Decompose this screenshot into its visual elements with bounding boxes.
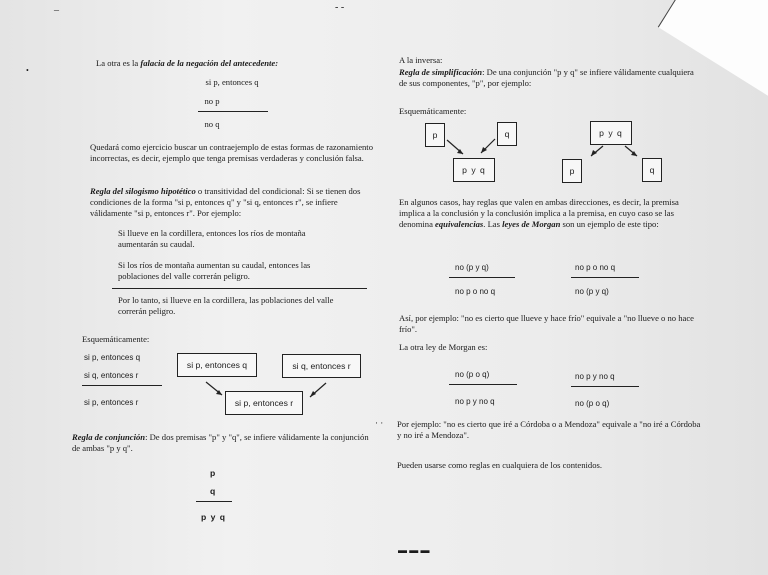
schema1-rule bbox=[198, 111, 268, 112]
schema2-premise2: si q, entonces r bbox=[84, 371, 139, 380]
morgan2-example: Por ejemplo: "no es cierto que iré a Córdoba o a Mendoza" equivale a "no iré a Córdoba y no iré a Mendoza". bbox=[397, 419, 701, 440]
schema2-premise1: si p, entonces q bbox=[84, 353, 141, 362]
morgan1-bottom-a: no p o no q bbox=[455, 287, 496, 296]
schema3-rule bbox=[196, 501, 232, 502]
morgan1-bottom-b: no (p y q) bbox=[575, 287, 609, 296]
box-p: p bbox=[425, 123, 445, 147]
example-premise2: Si los ríos de montaña aumentan su caudal, entonces las poblaciones del valle correrán peligro. bbox=[118, 260, 311, 281]
schema2-arrows bbox=[82, 55, 83, 56]
equivalencias-paragraph: En algunos casos, hay reglas que valen en ambas direcciones, es decir, la premisa implica a la conclusión y la conclusión implica a la premisa, en cuyo caso se las denomina equivalencias. Las leyes de Morgan son un ejemplo de este tipo: bbox=[399, 197, 679, 229]
otra-ley-label: La otra ley de Morgan es: bbox=[399, 342, 488, 352]
morgan2-bottom-b: no (p o q) bbox=[575, 399, 610, 408]
box-si-p-r: si p, entonces r bbox=[225, 391, 303, 415]
morgan2-top-a: no (p o q) bbox=[455, 370, 490, 379]
morgan1-top-a: no (p y q) bbox=[455, 263, 489, 272]
box-si-p-q: si p, entonces q bbox=[177, 353, 257, 377]
scan-mark: - - bbox=[335, 2, 345, 13]
box-pyq: p y q bbox=[453, 158, 495, 182]
final-paragraph: Pueden usarse como reglas en cualquiera de los contenidos. bbox=[397, 460, 602, 470]
scan-mark: · · bbox=[375, 418, 384, 428]
schema3-premise2: q bbox=[210, 486, 216, 496]
box-si-q-r: si q, entonces r bbox=[282, 354, 361, 378]
simplificacion-arrows bbox=[397, 52, 398, 53]
schema3-conclusion: p y q bbox=[201, 512, 227, 522]
conjuncion-paragraph: Regla de conjunción: De dos premisas "p" y "q", se infiere válidamente la conjunción de ambas "p y q". bbox=[72, 432, 369, 453]
esquema-label: Esquemáticamente: bbox=[82, 334, 150, 344]
scan-mark: ¯ bbox=[54, 10, 59, 21]
morgan1-example: Así, por ejemplo: "no es cierto que llueve y hace frío" equivale a "no llueve o no hace frío". bbox=[399, 313, 694, 334]
schema1-premise1: si p, entonces q bbox=[205, 77, 259, 87]
morgan2-rule-a bbox=[449, 384, 517, 385]
intro-text: La otra es la falacia de la negación del antecedente: bbox=[96, 58, 279, 68]
example-premise1: Si llueve en la cordillera, entonces los ríos de montaña aumentarán su caudal. bbox=[118, 228, 306, 249]
morgan1-top-b: no p o no q bbox=[575, 263, 616, 272]
box-pyq-2: p y q bbox=[590, 121, 632, 145]
exercise-paragraph: Quedará como ejercicio buscar un contraejemplo de estas formas de razonamiento incorrectas, es decir, ejemplo que tenga premisas verdaderas y conclusión falsa. bbox=[90, 142, 373, 163]
morgan2-rule-b bbox=[571, 386, 639, 387]
example-conclusion: Por lo tanto, si llueve en la cordillera, las poblaciones del valle correrán peligro. bbox=[118, 295, 334, 316]
page-number-fragment: ▬ ▬ ▬ bbox=[398, 545, 430, 555]
morgan2-top-b: no p y no q bbox=[575, 372, 615, 381]
morgan2-bottom-a: no p y no q bbox=[455, 397, 495, 406]
schema1-premise2: no p bbox=[204, 96, 220, 106]
inversa-label: A la inversa: bbox=[399, 55, 443, 65]
schema1-conclusion: no q bbox=[204, 119, 220, 129]
schema3-premise1: p bbox=[210, 468, 216, 478]
box-q: q bbox=[497, 122, 517, 146]
schema2-conclusion: si p, entonces r bbox=[84, 398, 139, 407]
esquema-label-right: Esquemáticamente: bbox=[399, 106, 467, 116]
morgan1-rule-a bbox=[449, 277, 515, 278]
example-rule bbox=[112, 288, 367, 289]
silogismo-paragraph: Regla del silogismo hipotético o transitividad del condicional: Si se tienen dos condiciones de la forma "si p, entonces q" y "si q, entonces r", se infiere válidamente "si p, entonces r". Por ejemplo: bbox=[90, 186, 361, 218]
simplificacion-paragraph: Regla de simplificación: De una conjunción "p y q" se infiere válidamente cualquiera de sus componentes, "p", por ejemplo: bbox=[399, 67, 694, 88]
margin-dot: • bbox=[26, 66, 29, 75]
morgan1-rule-b bbox=[571, 277, 639, 278]
schema2-rule bbox=[82, 385, 162, 386]
box-p-2: p bbox=[562, 159, 582, 183]
box-q-2: q bbox=[642, 158, 662, 182]
